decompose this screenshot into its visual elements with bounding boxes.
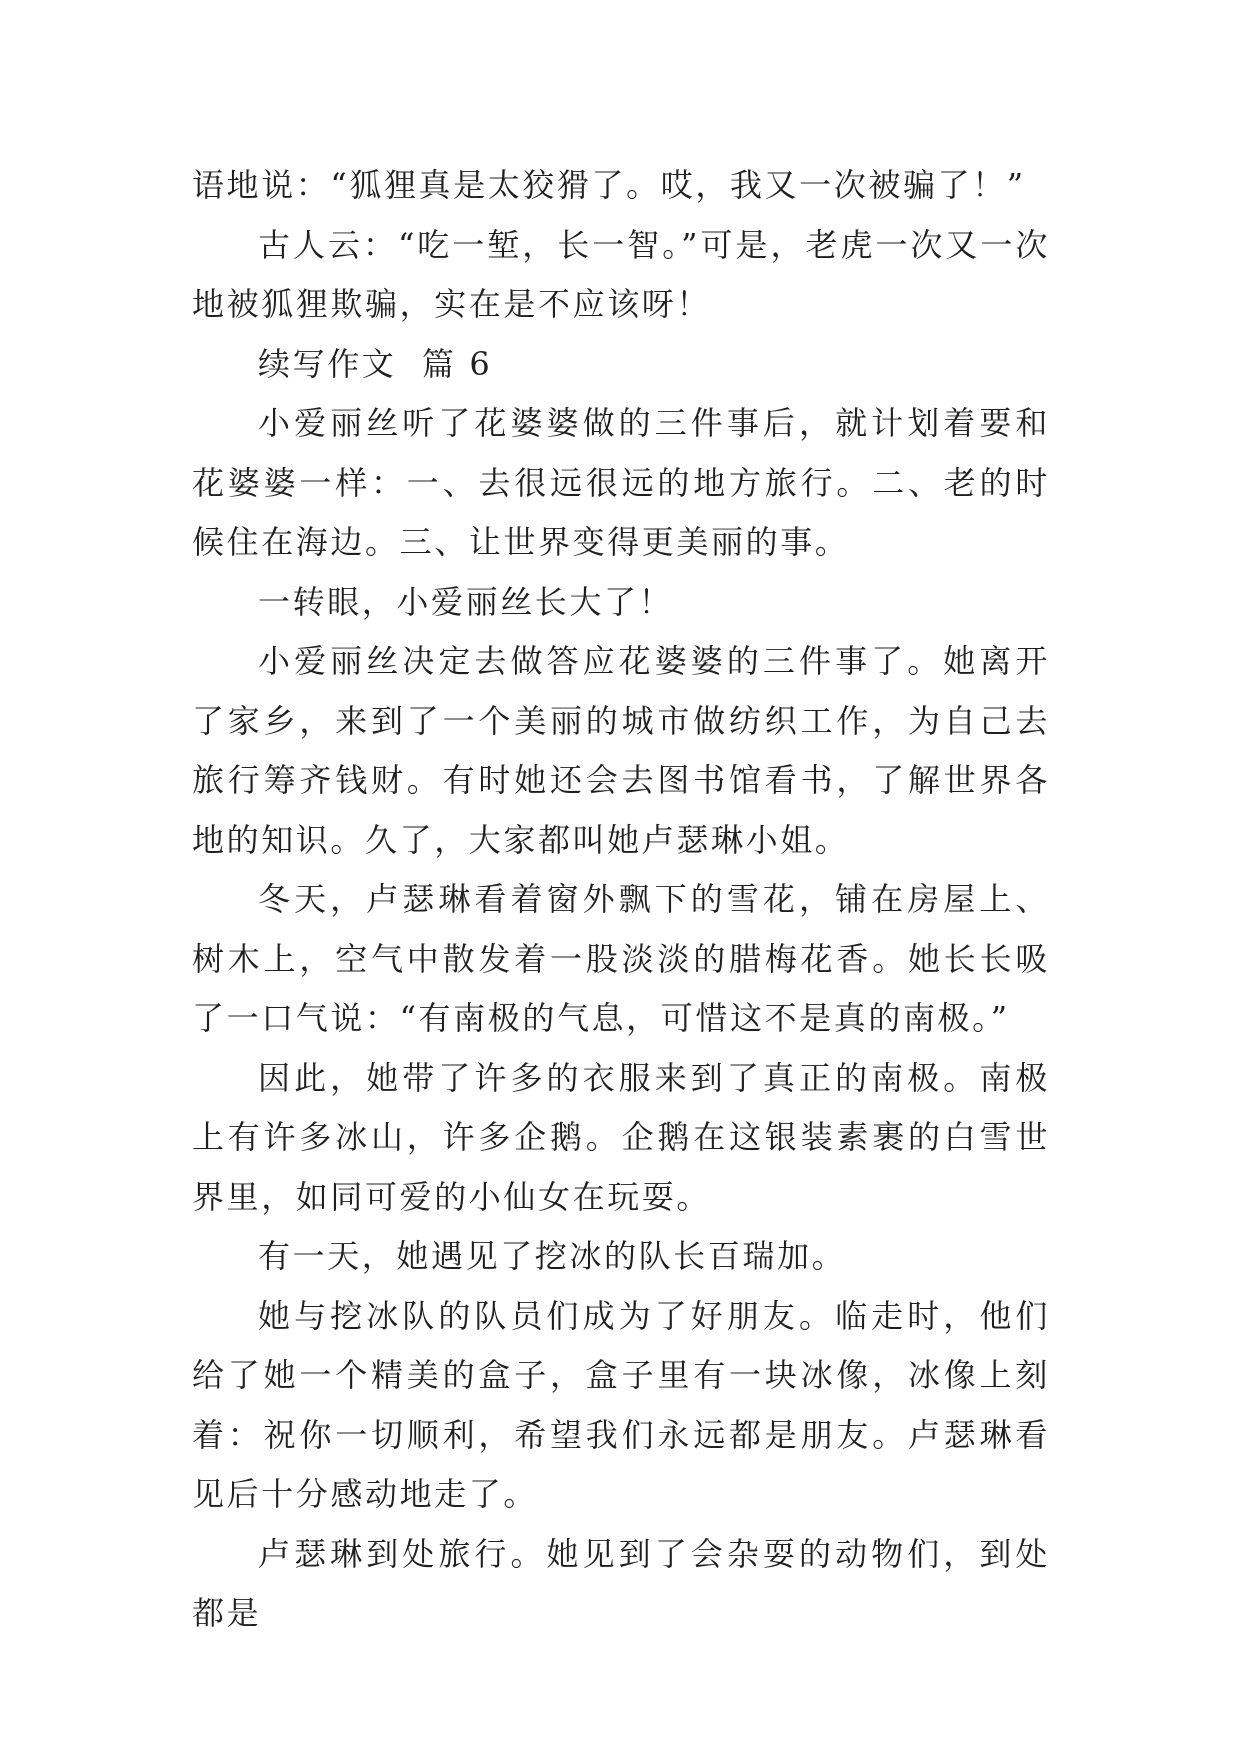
- paragraph: 有一天，她遇见了挖冰的队长百瑞加。: [258, 1237, 847, 1275]
- paragraph: 冬天，卢瑟琳看着窗外飘下的雪花，铺在房屋上、树木上，空气中散发着一股淡淡的腊梅花香。她长长吸了一口气说：“有南极的气息，可惜这不是真的南极。”: [192, 880, 1050, 1037]
- paragraph: 一转眼，小爱丽丝长大了！: [258, 582, 674, 621]
- paragraph-continuation: 语地说：“狐狸真是太狡猾了。哎，我又一次被骗了！”: [192, 166, 1026, 204]
- paragraph: 小爱丽丝听了花婆婆做的三件事后，就计划着要和花婆婆一样：一、去很远很远的地方旅行。二、老的时候住在海边。三、让世界变得更美丽的事。: [192, 404, 1050, 561]
- section-heading: 续写作文 篇 6: [258, 344, 493, 383]
- paragraph: 因此，她带了许多的衣服来到了真正的南极。南极上有许多冰山，许多企鹅。企鹅在这银装素裹的白雪世界里，如同可爱的小仙女在玩耍。: [192, 1058, 1050, 1216]
- paragraph: 小爱丽丝决定去做答应花婆婆的三件事了。她离开了家乡，来到了一个美丽的城市做纺织工作，为自己去旅行筹齐钱财。有时她还会去图书馆看书，了解世界各地的知识。久了，大家都叫她卢瑟琳小姐。: [192, 642, 1050, 859]
- paragraph: 卢瑟琳到处旅行。她见到了会杂耍的动物们，到处都是: [192, 1534, 1050, 1632]
- paragraph: 她与挖冰队的队员们成为了好朋友。临走时，他们给了她一个精美的盒子，盒子里有一块冰像，冰像上刻着：祝你一切顺利，希望我们永远都是朋友。卢瑟琳看见后十分感动地走了。: [192, 1296, 1050, 1513]
- document-body: [192, 156, 1050, 1644]
- paragraph: 古人云：“吃一堑，长一智。”可是，老虎一次又一次地被狐狸欺骗，实在是不应该呀！: [192, 225, 1050, 323]
